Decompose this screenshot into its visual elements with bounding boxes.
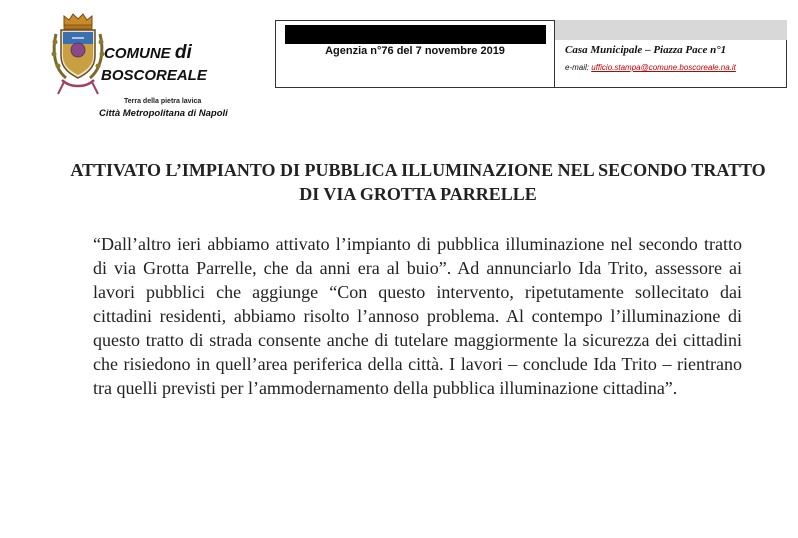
org-prefix: COMUNE: [104, 45, 171, 62]
coat-of-arms-icon: [50, 12, 106, 96]
tagline: Terra della pietra lavica: [124, 98, 202, 105]
email-row: [565, 63, 736, 72]
article-title: ATTIVATO L’IMPIANTO DI PUBBLICA ILLUMINAZIONE NEL SECONDO TRATTO DI VIA GROTTA PARRELLE: [70, 160, 766, 204]
org-name-line2: BOSCOREALE: [101, 67, 207, 84]
agency-number: Agenzia n°76 del 7 novembre 2019: [325, 45, 505, 57]
email-link[interactable]: ufficio.stampa@comune.boscoreale.na.it: [591, 63, 736, 72]
org-name-line1: [104, 42, 192, 64]
org-di: di: [174, 42, 192, 63]
email-label: e-mail:: [565, 63, 590, 72]
contact-header-tab: [555, 20, 787, 40]
article-body: “Dall’altro ieri abbiamo attivato l’impianto di pubblica illuminazione nel secondo tratto di via Grotta Parrelle, che da anni era al buio”. Ad annunciarlo Ida Trito, assessore ai lavori pubblici che aggiunge “Con questo intervento, ripetutamente sollecitato dai cittadini residenti, abbiamo risolto l’annoso problema. Al contempo l’illuminazione di questo tratto di strada consente anche di tutelare maggiormente la sicurezza dei cittadini che risiedono in quell’area periferica della città. I lavori – conclude Ida Trito – rientrano tra quelli previsti per l’ammodernamento della pubblica illuminazione cittadina”.: [93, 234, 742, 398]
address: Casa Municipale – Piazza Pace n°1: [565, 44, 727, 56]
metro-city: Città Metropolitana di Napoli: [99, 108, 228, 119]
redaction-bar: [285, 25, 546, 44]
